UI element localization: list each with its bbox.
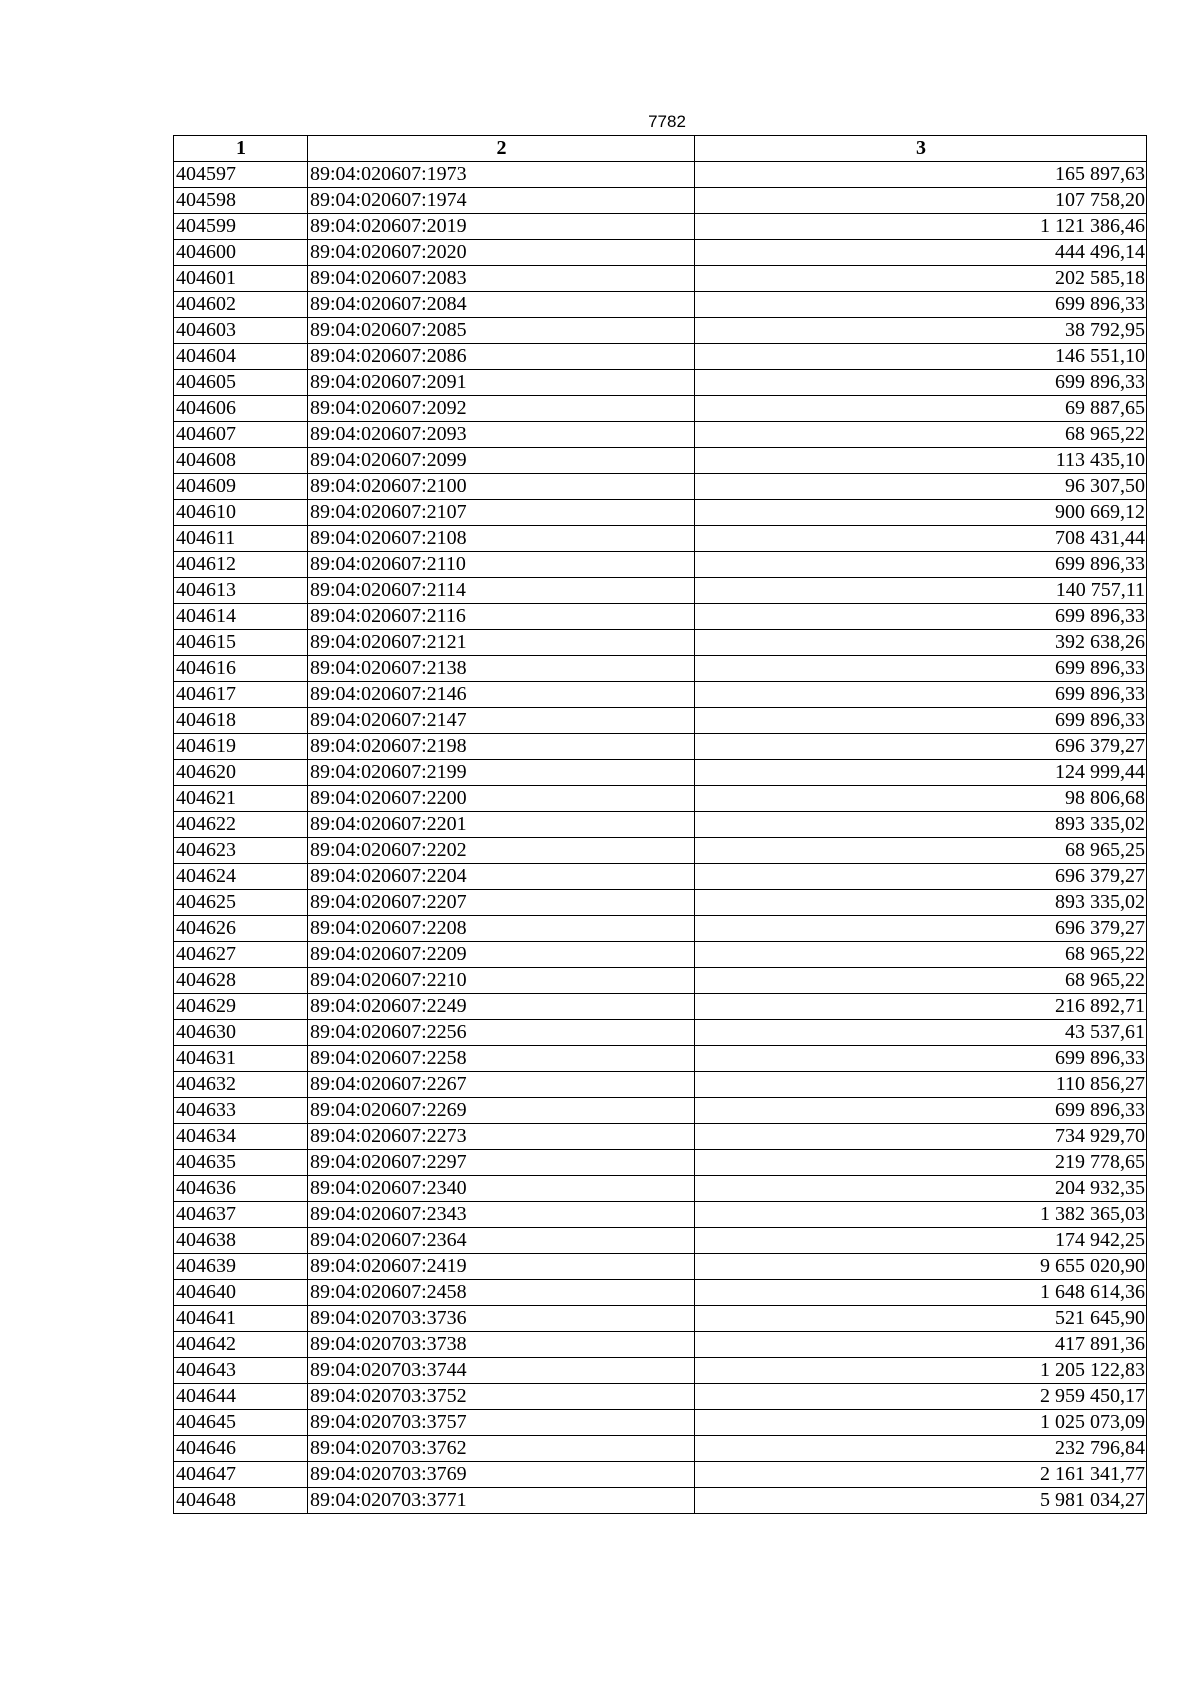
row-number-cell: 404625 xyxy=(174,890,308,916)
row-number-cell: 404633 xyxy=(174,1098,308,1124)
cadastral-number-cell: 89:04:020703:3762 xyxy=(308,1436,695,1462)
cadastral-number-cell: 89:04:020607:2146 xyxy=(308,682,695,708)
table-row xyxy=(174,812,1147,838)
table-row xyxy=(174,760,1147,786)
amount-cell: 2 959 450,17 xyxy=(695,1384,1147,1410)
row-number-cell: 404614 xyxy=(174,604,308,630)
amount-cell: 113 435,10 xyxy=(695,448,1147,474)
row-number-cell: 404629 xyxy=(174,994,308,1020)
column-header-2: 2 xyxy=(308,136,695,162)
row-number-cell: 404630 xyxy=(174,1020,308,1046)
amount-cell: 1 121 386,46 xyxy=(695,214,1147,240)
cadastral-number-cell: 89:04:020703:3771 xyxy=(308,1488,695,1514)
cadastral-number-cell: 89:04:020607:2207 xyxy=(308,890,695,916)
row-number-cell: 404647 xyxy=(174,1462,308,1488)
amount-cell: 444 496,14 xyxy=(695,240,1147,266)
amount-cell: 96 307,50 xyxy=(695,474,1147,500)
table-row xyxy=(174,786,1147,812)
cadastral-number-cell: 89:04:020607:2085 xyxy=(308,318,695,344)
table-row xyxy=(174,1254,1147,1280)
table-row xyxy=(174,266,1147,292)
table-row xyxy=(174,1306,1147,1332)
amount-cell: 521 645,90 xyxy=(695,1306,1147,1332)
cadastral-number-cell: 89:04:020607:2114 xyxy=(308,578,695,604)
cadastral-number-cell: 89:04:020607:2086 xyxy=(308,344,695,370)
row-number-cell: 404607 xyxy=(174,422,308,448)
amount-cell: 5 981 034,27 xyxy=(695,1488,1147,1514)
cadastral-number-cell: 89:04:020607:1973 xyxy=(308,162,695,188)
amount-cell: 699 896,33 xyxy=(695,370,1147,396)
row-number-cell: 404618 xyxy=(174,708,308,734)
cadastral-number-cell: 89:04:020607:2343 xyxy=(308,1202,695,1228)
row-number-cell: 404646 xyxy=(174,1436,308,1462)
table-row xyxy=(174,318,1147,344)
amount-cell: 98 806,68 xyxy=(695,786,1147,812)
table-row xyxy=(174,214,1147,240)
cadastral-number-cell: 89:04:020607:2084 xyxy=(308,292,695,318)
table-row xyxy=(174,448,1147,474)
row-number-cell: 404626 xyxy=(174,916,308,942)
amount-cell: 68 965,22 xyxy=(695,942,1147,968)
amount-cell: 174 942,25 xyxy=(695,1228,1147,1254)
table-row xyxy=(174,162,1147,188)
cadastral-number-cell: 89:04:020607:2019 xyxy=(308,214,695,240)
table-row xyxy=(174,968,1147,994)
row-number-cell: 404616 xyxy=(174,656,308,682)
cadastral-number-cell: 89:04:020703:3769 xyxy=(308,1462,695,1488)
row-number-cell: 404613 xyxy=(174,578,308,604)
amount-cell: 699 896,33 xyxy=(695,1046,1147,1072)
table-row xyxy=(174,1072,1147,1098)
amount-cell: 2 161 341,77 xyxy=(695,1462,1147,1488)
amount-cell: 392 638,26 xyxy=(695,630,1147,656)
cadastral-number-cell: 89:04:020607:2198 xyxy=(308,734,695,760)
row-number-cell: 404632 xyxy=(174,1072,308,1098)
cadastral-number-cell: 89:04:020607:2121 xyxy=(308,630,695,656)
table-row xyxy=(174,344,1147,370)
amount-cell: 43 537,61 xyxy=(695,1020,1147,1046)
table-row xyxy=(174,578,1147,604)
cadastral-number-cell: 89:04:020607:2458 xyxy=(308,1280,695,1306)
table-row xyxy=(174,370,1147,396)
cadastral-number-cell: 89:04:020607:2267 xyxy=(308,1072,695,1098)
amount-cell: 417 891,36 xyxy=(695,1332,1147,1358)
table-row xyxy=(174,396,1147,422)
row-number-cell: 404627 xyxy=(174,942,308,968)
row-number-cell: 404603 xyxy=(174,318,308,344)
row-number-cell: 404617 xyxy=(174,682,308,708)
row-number-cell: 404609 xyxy=(174,474,308,500)
cadastral-number-cell: 89:04:020607:2116 xyxy=(308,604,695,630)
amount-cell: 146 551,10 xyxy=(695,344,1147,370)
cadastral-number-cell: 89:04:020607:2256 xyxy=(308,1020,695,1046)
amount-cell: 216 892,71 xyxy=(695,994,1147,1020)
row-number-cell: 404637 xyxy=(174,1202,308,1228)
amount-cell: 165 897,63 xyxy=(695,162,1147,188)
row-number-cell: 404604 xyxy=(174,344,308,370)
table-row xyxy=(174,864,1147,890)
row-number-cell: 404605 xyxy=(174,370,308,396)
row-number-cell: 404622 xyxy=(174,812,308,838)
cadastral-number-cell: 89:04:020607:2099 xyxy=(308,448,695,474)
table-row xyxy=(174,474,1147,500)
amount-cell: 68 965,22 xyxy=(695,968,1147,994)
row-number-cell: 404599 xyxy=(174,214,308,240)
table-row xyxy=(174,630,1147,656)
row-number-cell: 404639 xyxy=(174,1254,308,1280)
amount-cell: 124 999,44 xyxy=(695,760,1147,786)
amount-cell: 1 025 073,09 xyxy=(695,1410,1147,1436)
cadastral-number-cell: 89:04:020607:2083 xyxy=(308,266,695,292)
table-row xyxy=(174,292,1147,318)
row-number-cell: 404640 xyxy=(174,1280,308,1306)
amount-cell: 699 896,33 xyxy=(695,656,1147,682)
amount-cell: 893 335,02 xyxy=(695,890,1147,916)
table-row xyxy=(174,1228,1147,1254)
table-row xyxy=(174,838,1147,864)
row-number-cell: 404620 xyxy=(174,760,308,786)
table-row xyxy=(174,1384,1147,1410)
row-number-cell: 404642 xyxy=(174,1332,308,1358)
cadastral-number-cell: 89:04:020607:2092 xyxy=(308,396,695,422)
cadastral-number-cell: 89:04:020607:2258 xyxy=(308,1046,695,1072)
row-number-cell: 404635 xyxy=(174,1150,308,1176)
table-row xyxy=(174,552,1147,578)
column-header-1: 1 xyxy=(174,136,308,162)
cadastral-number-cell: 89:04:020607:2110 xyxy=(308,552,695,578)
row-number-cell: 404602 xyxy=(174,292,308,318)
amount-cell: 110 856,27 xyxy=(695,1072,1147,1098)
row-number-cell: 404615 xyxy=(174,630,308,656)
table-row xyxy=(174,1046,1147,1072)
amount-cell: 68 965,25 xyxy=(695,838,1147,864)
table-row xyxy=(174,708,1147,734)
table-body xyxy=(174,162,1147,1514)
amount-cell: 219 778,65 xyxy=(695,1150,1147,1176)
amount-cell: 696 379,27 xyxy=(695,864,1147,890)
amount-cell: 140 757,11 xyxy=(695,578,1147,604)
table-row xyxy=(174,240,1147,266)
cadastral-number-cell: 89:04:020607:2138 xyxy=(308,656,695,682)
table-row xyxy=(174,1020,1147,1046)
table-row xyxy=(174,526,1147,552)
row-number-cell: 404600 xyxy=(174,240,308,266)
row-number-cell: 404648 xyxy=(174,1488,308,1514)
table-row xyxy=(174,682,1147,708)
amount-cell: 699 896,33 xyxy=(695,604,1147,630)
row-number-cell: 404623 xyxy=(174,838,308,864)
table-row xyxy=(174,916,1147,942)
table-row xyxy=(174,1410,1147,1436)
amount-cell: 699 896,33 xyxy=(695,552,1147,578)
row-number-cell: 404619 xyxy=(174,734,308,760)
amount-cell: 1 648 614,36 xyxy=(695,1280,1147,1306)
table-row xyxy=(174,1176,1147,1202)
cadastral-number-cell: 89:04:020607:2364 xyxy=(308,1228,695,1254)
cadastral-number-cell: 89:04:020607:2204 xyxy=(308,864,695,890)
cadastral-number-cell: 89:04:020607:2249 xyxy=(308,994,695,1020)
cadastral-number-cell: 89:04:020607:2107 xyxy=(308,500,695,526)
table-row xyxy=(174,1462,1147,1488)
cadastral-number-cell: 89:04:020703:3757 xyxy=(308,1410,695,1436)
cadastral-number-cell: 89:04:020607:2091 xyxy=(308,370,695,396)
cadastral-number-cell: 89:04:020607:2297 xyxy=(308,1150,695,1176)
cadastral-number-cell: 89:04:020607:2419 xyxy=(308,1254,695,1280)
amount-cell: 699 896,33 xyxy=(695,682,1147,708)
table-row xyxy=(174,1332,1147,1358)
row-number-cell: 404601 xyxy=(174,266,308,292)
row-number-cell: 404621 xyxy=(174,786,308,812)
page-number: 7782 xyxy=(648,112,686,131)
row-number-cell: 404638 xyxy=(174,1228,308,1254)
cadastral-number-cell: 89:04:020703:3736 xyxy=(308,1306,695,1332)
data-table xyxy=(173,135,1147,1514)
row-number-cell: 404645 xyxy=(174,1410,308,1436)
table-row xyxy=(174,422,1147,448)
amount-cell: 734 929,70 xyxy=(695,1124,1147,1150)
amount-cell: 699 896,33 xyxy=(695,292,1147,318)
cadastral-number-cell: 89:04:020607:2210 xyxy=(308,968,695,994)
amount-cell: 699 896,33 xyxy=(695,708,1147,734)
cadastral-number-cell: 89:04:020607:2209 xyxy=(308,942,695,968)
table-row xyxy=(174,942,1147,968)
cadastral-number-cell: 89:04:020703:3752 xyxy=(308,1384,695,1410)
cadastral-number-cell: 89:04:020607:2147 xyxy=(308,708,695,734)
row-number-cell: 404598 xyxy=(174,188,308,214)
amount-cell: 204 932,35 xyxy=(695,1176,1147,1202)
amount-cell: 696 379,27 xyxy=(695,916,1147,942)
table-row xyxy=(174,1098,1147,1124)
row-number-cell: 404628 xyxy=(174,968,308,994)
row-number-cell: 404634 xyxy=(174,1124,308,1150)
cadastral-number-cell: 89:04:020607:1974 xyxy=(308,188,695,214)
amount-cell: 107 758,20 xyxy=(695,188,1147,214)
cadastral-number-cell: 89:04:020607:2201 xyxy=(308,812,695,838)
table-row xyxy=(174,1280,1147,1306)
table-row xyxy=(174,1150,1147,1176)
cadastral-number-cell: 89:04:020607:2202 xyxy=(308,838,695,864)
table-row xyxy=(174,500,1147,526)
amount-cell: 232 796,84 xyxy=(695,1436,1147,1462)
amount-cell: 69 887,65 xyxy=(695,396,1147,422)
row-number-cell: 404608 xyxy=(174,448,308,474)
amount-cell: 1 205 122,83 xyxy=(695,1358,1147,1384)
table-row xyxy=(174,1436,1147,1462)
row-number-cell: 404643 xyxy=(174,1358,308,1384)
table-row xyxy=(174,994,1147,1020)
cadastral-number-cell: 89:04:020607:2208 xyxy=(308,916,695,942)
row-number-cell: 404636 xyxy=(174,1176,308,1202)
cadastral-number-cell: 89:04:020607:2340 xyxy=(308,1176,695,1202)
cadastral-number-cell: 89:04:020607:2200 xyxy=(308,786,695,812)
amount-cell: 893 335,02 xyxy=(695,812,1147,838)
row-number-cell: 404641 xyxy=(174,1306,308,1332)
row-number-cell: 404612 xyxy=(174,552,308,578)
amount-cell: 202 585,18 xyxy=(695,266,1147,292)
row-number-cell: 404611 xyxy=(174,526,308,552)
table-row xyxy=(174,1124,1147,1150)
table-row xyxy=(174,890,1147,916)
table-header-row xyxy=(174,136,1147,162)
cadastral-number-cell: 89:04:020607:2093 xyxy=(308,422,695,448)
cadastral-number-cell: 89:04:020607:2273 xyxy=(308,1124,695,1150)
table-row xyxy=(174,656,1147,682)
row-number-cell: 404610 xyxy=(174,500,308,526)
row-number-cell: 404624 xyxy=(174,864,308,890)
amount-cell: 38 792,95 xyxy=(695,318,1147,344)
table-row xyxy=(174,604,1147,630)
amount-cell: 699 896,33 xyxy=(695,1098,1147,1124)
cadastral-number-cell: 89:04:020607:2020 xyxy=(308,240,695,266)
cadastral-number-cell: 89:04:020703:3738 xyxy=(308,1332,695,1358)
table-row xyxy=(174,1202,1147,1228)
table-row xyxy=(174,1358,1147,1384)
amount-cell: 708 431,44 xyxy=(695,526,1147,552)
table-row xyxy=(174,734,1147,760)
row-number-cell: 404597 xyxy=(174,162,308,188)
row-number-cell: 404644 xyxy=(174,1384,308,1410)
amount-cell: 9 655 020,90 xyxy=(695,1254,1147,1280)
amount-cell: 68 965,22 xyxy=(695,422,1147,448)
table-row xyxy=(174,188,1147,214)
column-header-3: 3 xyxy=(695,136,1147,162)
amount-cell: 900 669,12 xyxy=(695,500,1147,526)
cadastral-number-cell: 89:04:020607:2199 xyxy=(308,760,695,786)
cadastral-number-cell: 89:04:020703:3744 xyxy=(308,1358,695,1384)
amount-cell: 1 382 365,03 xyxy=(695,1202,1147,1228)
row-number-cell: 404631 xyxy=(174,1046,308,1072)
table-row xyxy=(174,1488,1147,1514)
cadastral-number-cell: 89:04:020607:2100 xyxy=(308,474,695,500)
cadastral-number-cell: 89:04:020607:2108 xyxy=(308,526,695,552)
amount-cell: 696 379,27 xyxy=(695,734,1147,760)
row-number-cell: 404606 xyxy=(174,396,308,422)
cadastral-number-cell: 89:04:020607:2269 xyxy=(308,1098,695,1124)
